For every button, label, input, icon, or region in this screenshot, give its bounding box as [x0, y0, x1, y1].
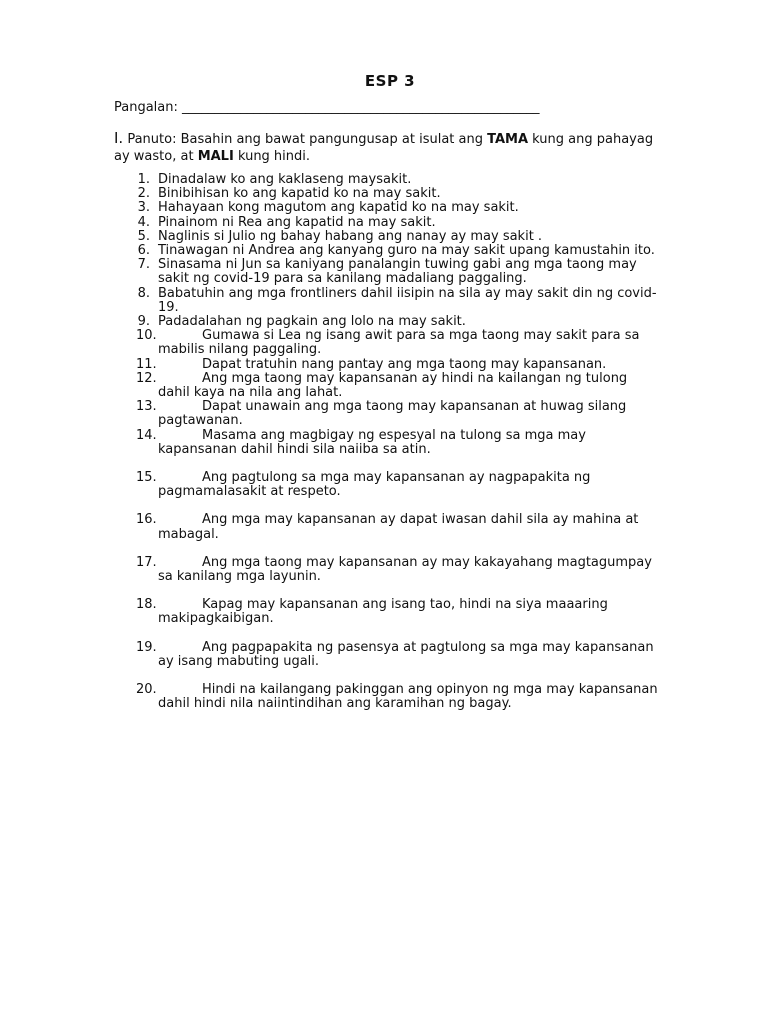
item-number: 18. [136, 597, 157, 613]
list-item [114, 513, 659, 541]
item-number: 12. [136, 370, 157, 386]
list-item [114, 230, 659, 244]
item-number: 5. [137, 228, 150, 244]
item-text: Tinawagan ni Andrea ang kanyang guro na may sakit upang kamustahin ito. [158, 243, 655, 259]
item-number: 6. [137, 243, 150, 259]
item-number: 4. [137, 214, 150, 230]
item-text: Ang mga taong may kapansanan ay hindi na kailangan ng tulong dahil kaya na nila ang lahat. [158, 370, 628, 401]
item-text: Ang mga may kapansanan ay dapat iwasan dahil sila ay mahina at mabagal. [158, 512, 639, 542]
instruction-paragraph [114, 130, 659, 165]
list-item [114, 556, 659, 584]
item-text: Masama ang magbigay ng espesyal na tulong sa mga may kapansanan dahil hindi sila naiiba sa atin. [158, 427, 586, 457]
list-item [114, 258, 659, 286]
item-number: 2. [137, 186, 150, 202]
item-number: 10. [136, 328, 157, 344]
item-text: Ang pagtulong sa mga may kapansanan ay nagpapakita ng pagmamalasakit at respeto. [158, 470, 591, 500]
item-text: Padadalahan ng pagkain ang lolo na may sakit. [158, 314, 466, 330]
item-text: Sinasama ni Jun sa kaniyang panalangin tuwing gabi ang mga taong may sakit ng covid-19 para sa kanilang madaliang paggaling. [158, 257, 637, 287]
list-item [114, 598, 659, 626]
instruction-text-suffix: kung hindi. [233, 149, 311, 164]
instruction-keyword-tama: TAMA [487, 132, 529, 147]
item-text: Dapat unawain ang mga taong may kapansanan at huwag silang pagtawanan. [158, 399, 627, 429]
item-text: Ang pagpapakita ng pasensya at pagtulong sa mga may kapansanan ay isang mabuting ugali. [158, 639, 654, 669]
list-item [114, 372, 659, 400]
item-text: Pinainom ni Rea ang kapatid na may sakit. [158, 214, 436, 230]
item-text: Dinadalaw ko ang kaklaseng maysakit. [158, 172, 412, 187]
item-number: 13. [136, 399, 157, 415]
item-number: 17. [136, 554, 157, 570]
instruction-text-middle: kung ang pahayag ay wasto, at [114, 132, 654, 164]
list-item [114, 471, 659, 499]
item-number: 16. [136, 512, 157, 528]
item-number: 14. [136, 427, 157, 443]
item-text: Hindi na kailangang pakinggan ang opinyon ng mga may kapansanan dahil hindi nila naiintindihan ang karamihan ng bagay. [158, 682, 658, 712]
list-item [114, 201, 659, 215]
question-list [114, 173, 659, 712]
item-text: Kapag may kapansanan ang isang tao, hindi na siya maaaring makipagkaibigan. [158, 597, 608, 627]
item-number: 1. [137, 172, 150, 187]
item-number: 8. [137, 285, 150, 301]
page-title: ESP 3 [364, 72, 416, 90]
list-item [114, 216, 659, 230]
list-item [114, 429, 659, 457]
list-item [114, 358, 659, 372]
item-text: Naglinis si Julio ng bahay habang ang nanay ay may sakit . [158, 228, 543, 244]
item-text: Binibihisan ko ang kapatid ko na may sakit. [158, 186, 441, 202]
instruction-keyword-mali: MALI [197, 149, 234, 164]
list-item [114, 683, 659, 711]
list-item [114, 329, 659, 357]
name-field: Pangalan: _______________________________________________________ [114, 100, 540, 115]
list-item [114, 287, 659, 315]
list-item [114, 400, 659, 428]
list-item [114, 315, 659, 329]
item-number: 3. [137, 200, 150, 216]
list-item [114, 187, 659, 201]
item-text: Ang mga taong may kapansanan ay may kakayahang magtagumpay sa kanilang mga layunin. [158, 554, 652, 585]
list-item [114, 173, 659, 187]
item-number: 7. [137, 257, 150, 273]
section-numeral: I. [114, 129, 124, 147]
item-number: 15. [136, 470, 157, 486]
item-text: Dapat tratuhin nang pantay ang mga taong may kapansanan. [202, 356, 607, 372]
item-text: Gumawa si Lea ng isang awit para sa mga taong may sakit para sa mabilis nilang paggaling. [158, 328, 640, 358]
list-item [114, 641, 659, 669]
item-number: 9. [137, 314, 150, 330]
item-number: 11. [136, 356, 157, 372]
item-number: 20. [136, 682, 157, 698]
instruction-text-prefix: Panuto: Basahin ang bawat pangungusap at isulat ang [123, 132, 488, 147]
item-text: Babatuhin ang mga frontliners dahil iisipin na sila ay may sakit din ng covid-19. [158, 285, 657, 315]
list-item [114, 244, 659, 258]
item-number: 19. [136, 639, 157, 655]
item-text: Hahayaan kong magutom ang kapatid ko na may sakit. [158, 200, 519, 216]
